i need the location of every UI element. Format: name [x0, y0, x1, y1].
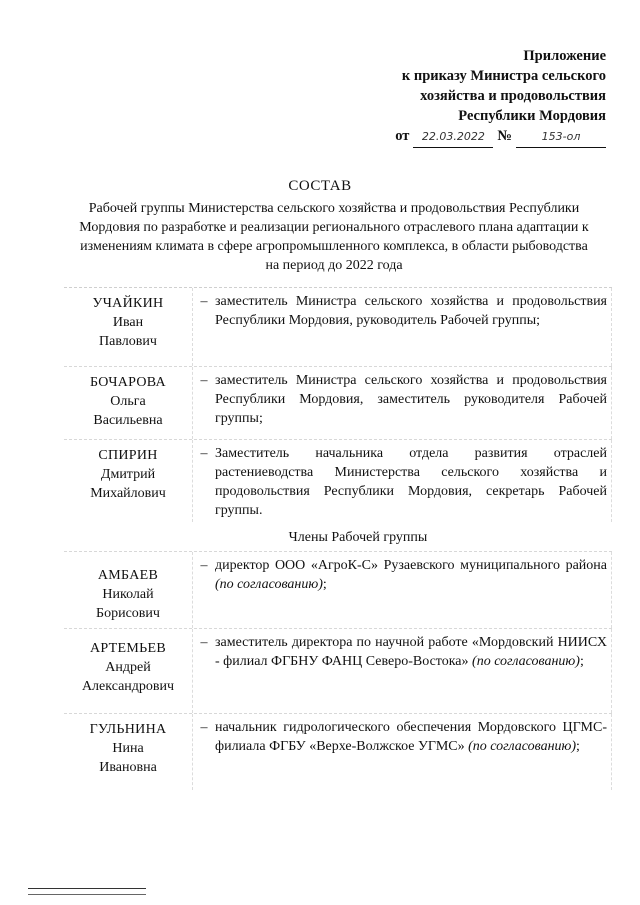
member-row — [64, 628, 612, 713]
member-role-text: заместитель Министра сельского хозяйства и продовольствия Республики Мордовия, руководитель Рабочей группы; — [215, 294, 607, 328]
member-row — [64, 439, 612, 522]
member-row — [64, 366, 612, 439]
member-first-name: Нина — [112, 741, 144, 756]
appendix-label: Приложение — [523, 48, 606, 64]
member-role — [215, 440, 612, 522]
member-role — [215, 552, 612, 628]
order-date-number — [395, 126, 606, 148]
document-title: СОСТАВ — [288, 178, 352, 194]
member-surname: СПИРИН — [98, 448, 158, 463]
member-name — [64, 629, 192, 713]
member-surname: БОЧАРОВА — [90, 375, 166, 390]
handwritten-date: 22.03.2022 — [413, 127, 493, 148]
member-surname: ГУЛЬНИНА — [89, 722, 167, 737]
member-patronymic: Павлович — [99, 334, 157, 349]
member-patronymic: Ивановна — [99, 760, 157, 775]
member-role-text: директор ООО «АгроК-С» Рузаевского муниципального района — [215, 558, 607, 573]
member-approval-note: (по согласованию) — [215, 577, 323, 592]
member-role-end: ; — [576, 739, 580, 754]
dash-separator: – — [192, 552, 215, 628]
dash-separator: – — [192, 288, 215, 366]
dash-separator: – — [192, 367, 215, 439]
republic-line: Республики Мордовия — [458, 108, 606, 124]
dash-separator: – — [192, 714, 215, 790]
member-row — [64, 713, 612, 790]
member-name — [64, 552, 192, 628]
ministry-line: хозяйства и продовольствия — [420, 88, 606, 104]
footnote-divider-secondary — [28, 894, 146, 895]
member-surname: АМБАЕВ — [97, 568, 159, 583]
member-role — [215, 367, 612, 439]
member-first-name: Андрей — [105, 660, 151, 675]
member-patronymic: Александрович — [81, 679, 175, 694]
member-role-text: Заместитель начальника отдела развития отраслей растениеводства Министерства сельского хозяйства и продовольствия Республики Мордовия, секретарь Рабочей группы. — [215, 446, 607, 518]
document-subtitle: Рабочей группы Министерства сельского хозяйства и продовольствия Республики Мордовия по разработке и реализации регионального отраслевого плана адаптации к изменениям климата в сфере агропромышленного комплекса, в области рыбоводства на период до 2022 года — [79, 201, 589, 273]
dash-separator: – — [192, 440, 215, 522]
date-prefix: от — [395, 128, 410, 144]
member-patronymic: Васильевна — [93, 413, 163, 428]
number-prefix: № — [497, 128, 512, 144]
member-approval-note: (по согласованию) — [468, 739, 577, 754]
member-name — [64, 288, 192, 366]
member-first-name: Дмитрий — [100, 467, 156, 482]
member-surname: УЧАЙКИН — [92, 296, 164, 311]
member-first-name: Ольга — [110, 394, 146, 409]
appendix-header — [395, 46, 606, 148]
member-name — [64, 714, 192, 790]
member-role-text: начальник гидрологического обеспечения Мордовского ЦГМС-филиала ФГБУ «Верхе-Волжское УГМС» — [215, 720, 607, 754]
member-role — [215, 629, 612, 713]
member-approval-note: (по согласованию) — [472, 654, 580, 669]
member-patronymic: Михайлович — [90, 486, 166, 501]
member-first-name: Иван — [112, 315, 144, 330]
order-reference-line: к приказу Министра сельского — [401, 68, 606, 84]
member-surname: АРТЕМЬЕВ — [90, 641, 166, 656]
member-role-text: заместитель директора по научной работе «Мордовский НИИСХ - филиал ФГБНУ ФАНЦ Северо-Востока» — [215, 635, 607, 669]
footnote-divider — [28, 888, 146, 889]
member-role-end: ; — [322, 577, 327, 592]
member-patronymic: Борисович — [96, 606, 160, 621]
member-role-text: заместитель Министра сельского хозяйства и продовольствия Республики Мордовия, заместитель руководителя Рабочей группы; — [215, 373, 607, 426]
dash-separator: – — [192, 629, 215, 713]
member-role — [215, 288, 612, 366]
member-name — [64, 440, 192, 522]
member-first-name: Николай — [102, 587, 154, 602]
members-section-title: Члены Рабочей группы — [288, 530, 428, 545]
member-role — [215, 714, 612, 790]
member-role-end: ; — [579, 654, 584, 669]
member-row — [64, 287, 612, 366]
member-name — [64, 367, 192, 439]
member-row — [64, 551, 612, 628]
members-table — [64, 287, 612, 790]
handwritten-order-number: 153-ол — [516, 127, 606, 148]
